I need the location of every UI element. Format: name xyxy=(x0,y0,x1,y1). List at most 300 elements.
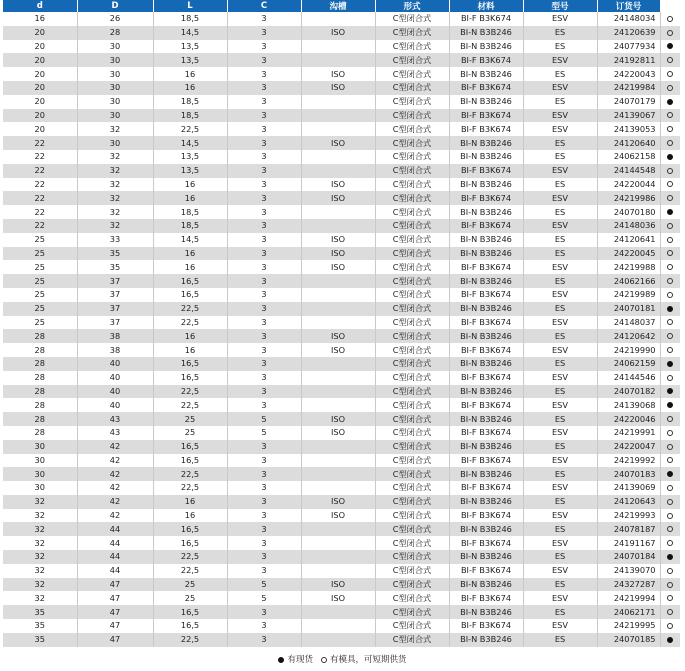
table-row xyxy=(3,288,680,302)
cell-form: C型闭合式 xyxy=(375,205,449,219)
cell-material: BI-N B3B246 xyxy=(449,522,523,536)
short-term-circle-icon xyxy=(667,485,673,491)
cell-model: ESV xyxy=(523,164,597,178)
cell-groove xyxy=(301,619,375,633)
cell-order-no: 24192811 xyxy=(597,53,660,67)
stock-status-cell xyxy=(660,316,680,330)
cell-C: 3 xyxy=(227,81,301,95)
cell-D: 42 xyxy=(77,467,153,481)
cell-d: 32 xyxy=(3,550,77,564)
cell-model: ES xyxy=(523,467,597,481)
cell-model: ESV xyxy=(523,536,597,550)
cell-order-no: 24219991 xyxy=(597,426,660,440)
stock-status-cell xyxy=(660,164,680,178)
cell-C: 3 xyxy=(227,274,301,288)
cell-L: 22,5 xyxy=(153,481,227,495)
table-row xyxy=(3,12,680,26)
cell-d: 32 xyxy=(3,495,77,509)
cell-order-no: 24148034 xyxy=(597,12,660,26)
cell-C: 3 xyxy=(227,467,301,481)
cell-groove xyxy=(301,385,375,399)
table-row xyxy=(3,398,680,412)
cell-C: 3 xyxy=(227,536,301,550)
cell-L: 25 xyxy=(153,591,227,605)
cell-d: 20 xyxy=(3,95,77,109)
cell-d: 35 xyxy=(3,605,77,619)
cell-C: 3 xyxy=(227,109,301,123)
cell-model: ESV xyxy=(523,260,597,274)
stock-status-cell xyxy=(660,95,680,109)
cell-material: BI-N B3B246 xyxy=(449,302,523,316)
cell-L: 22,5 xyxy=(153,385,227,399)
short-term-circle-icon xyxy=(667,540,673,546)
cell-order-no: 24191167 xyxy=(597,536,660,550)
legend-short-term-label: 有模具，可短期供货 xyxy=(330,655,407,665)
cell-L: 18,5 xyxy=(153,95,227,109)
cell-D: 30 xyxy=(77,53,153,67)
cell-model: ESV xyxy=(523,591,597,605)
cell-material: BI-N B3B246 xyxy=(449,136,523,150)
cell-groove xyxy=(301,274,375,288)
cell-order-no: 24070180 xyxy=(597,205,660,219)
table-row xyxy=(3,274,680,288)
cell-form: C型闭合式 xyxy=(375,440,449,454)
cell-L: 16,5 xyxy=(153,274,227,288)
cell-form: C型闭合式 xyxy=(375,550,449,564)
cell-model: ES xyxy=(523,302,597,316)
in-stock-dot-icon xyxy=(667,43,673,49)
cell-C: 3 xyxy=(227,26,301,40)
cell-form: C型闭合式 xyxy=(375,12,449,26)
cell-D: 42 xyxy=(77,440,153,454)
cell-d: 20 xyxy=(3,81,77,95)
short-term-circle-icon xyxy=(667,375,673,381)
cell-L: 16,5 xyxy=(153,454,227,468)
cell-d: 22 xyxy=(3,191,77,205)
stock-status-cell xyxy=(660,219,680,233)
cell-order-no: 24070182 xyxy=(597,385,660,399)
cell-d: 30 xyxy=(3,454,77,468)
cell-model: ESV xyxy=(523,288,597,302)
cell-L: 16,5 xyxy=(153,605,227,619)
cell-order-no: 24148036 xyxy=(597,219,660,233)
cell-model: ES xyxy=(523,233,597,247)
cell-L: 16,5 xyxy=(153,288,227,302)
cell-model: ES xyxy=(523,412,597,426)
cell-C: 3 xyxy=(227,343,301,357)
short-term-circle-icon xyxy=(667,513,673,519)
cell-D: 42 xyxy=(77,481,153,495)
cell-L: 14,5 xyxy=(153,233,227,247)
cell-d: 30 xyxy=(3,481,77,495)
cell-D: 37 xyxy=(77,288,153,302)
in-stock-dot-icon xyxy=(667,306,673,312)
short-term-circle-icon xyxy=(667,595,673,601)
stock-status-cell xyxy=(660,426,680,440)
stock-status-cell xyxy=(660,564,680,578)
header-d: d xyxy=(3,0,77,12)
cell-form: C型闭合式 xyxy=(375,371,449,385)
cell-model: ESV xyxy=(523,371,597,385)
cell-d: 20 xyxy=(3,67,77,81)
cell-L: 22,5 xyxy=(153,550,227,564)
cell-D: 38 xyxy=(77,343,153,357)
cell-C: 3 xyxy=(227,219,301,233)
cell-material: BI-F B3K674 xyxy=(449,288,523,302)
cell-material: BI-N B3B246 xyxy=(449,495,523,509)
short-term-circle-icon xyxy=(667,292,673,298)
cell-L: 16 xyxy=(153,247,227,261)
cell-order-no: 24219992 xyxy=(597,454,660,468)
cell-model: ES xyxy=(523,150,597,164)
stock-status-cell xyxy=(660,619,680,633)
in-stock-dot-icon xyxy=(667,209,673,215)
cell-L: 18,5 xyxy=(153,12,227,26)
stock-status-cell xyxy=(660,343,680,357)
stock-status-cell xyxy=(660,371,680,385)
cell-D: 44 xyxy=(77,536,153,550)
stock-status-cell xyxy=(660,67,680,81)
table-row xyxy=(3,633,680,647)
cell-d: 32 xyxy=(3,522,77,536)
cell-d: 28 xyxy=(3,329,77,343)
cell-groove xyxy=(301,288,375,302)
cell-material: BI-F B3K674 xyxy=(449,591,523,605)
cell-L: 25 xyxy=(153,426,227,440)
cell-form: C型闭合式 xyxy=(375,233,449,247)
cell-order-no: 24219988 xyxy=(597,260,660,274)
cell-D: 37 xyxy=(77,302,153,316)
cell-groove xyxy=(301,53,375,67)
cell-order-no: 24219984 xyxy=(597,81,660,95)
table-row xyxy=(3,302,680,316)
stock-status-cell xyxy=(660,109,680,123)
cell-groove: ISO xyxy=(301,81,375,95)
cell-L: 25 xyxy=(153,578,227,592)
table-row xyxy=(3,191,680,205)
cell-D: 47 xyxy=(77,619,153,633)
stock-status-cell xyxy=(660,357,680,371)
cell-d: 32 xyxy=(3,591,77,605)
cell-form: C型闭合式 xyxy=(375,522,449,536)
cell-d: 22 xyxy=(3,136,77,150)
short-term-circle-icon xyxy=(321,657,327,663)
cell-order-no: 24139067 xyxy=(597,109,660,123)
cell-model: ES xyxy=(523,329,597,343)
cell-L: 16 xyxy=(153,191,227,205)
cell-groove: ISO xyxy=(301,343,375,357)
cell-C: 3 xyxy=(227,136,301,150)
cell-groove: ISO xyxy=(301,509,375,523)
cell-material: BI-N B3B246 xyxy=(449,578,523,592)
cell-groove xyxy=(301,481,375,495)
cell-L: 18,5 xyxy=(153,109,227,123)
stock-status-cell xyxy=(660,578,680,592)
short-term-circle-icon xyxy=(667,319,673,325)
cell-form: C型闭合式 xyxy=(375,219,449,233)
cell-material: BI-N B3B246 xyxy=(449,274,523,288)
cell-D: 37 xyxy=(77,316,153,330)
cell-form: C型闭合式 xyxy=(375,178,449,192)
cell-C: 3 xyxy=(227,440,301,454)
cell-material: BI-F B3K674 xyxy=(449,481,523,495)
cell-L: 16 xyxy=(153,260,227,274)
table-row xyxy=(3,233,680,247)
cell-C: 3 xyxy=(227,53,301,67)
stock-status-cell xyxy=(660,40,680,54)
cell-groove: ISO xyxy=(301,178,375,192)
cell-form: C型闭合式 xyxy=(375,247,449,261)
cell-model: ES xyxy=(523,40,597,54)
cell-d: 20 xyxy=(3,53,77,67)
cell-order-no: 24070184 xyxy=(597,550,660,564)
cell-form: C型闭合式 xyxy=(375,53,449,67)
cell-d: 22 xyxy=(3,164,77,178)
cell-material: BI-N B3B246 xyxy=(449,40,523,54)
cell-groove: ISO xyxy=(301,136,375,150)
cell-order-no: 24219990 xyxy=(597,343,660,357)
cell-form: C型闭合式 xyxy=(375,150,449,164)
cell-d: 20 xyxy=(3,26,77,40)
cell-material: BI-F B3K674 xyxy=(449,53,523,67)
cell-material: BI-F B3K674 xyxy=(449,619,523,633)
cell-C: 3 xyxy=(227,605,301,619)
cell-order-no: 24070181 xyxy=(597,302,660,316)
cell-groove xyxy=(301,12,375,26)
table-row xyxy=(3,371,680,385)
cell-C: 3 xyxy=(227,495,301,509)
in-stock-dot-icon xyxy=(667,388,673,394)
cell-order-no: 24144546 xyxy=(597,371,660,385)
cell-material: BI-F B3K674 xyxy=(449,509,523,523)
table-row xyxy=(3,426,680,440)
table-row xyxy=(3,467,680,481)
cell-model: ES xyxy=(523,247,597,261)
cell-d: 22 xyxy=(3,205,77,219)
cell-material: BI-F B3K674 xyxy=(449,371,523,385)
cell-order-no: 24220046 xyxy=(597,412,660,426)
table-row xyxy=(3,122,680,136)
short-term-circle-icon xyxy=(667,126,673,132)
cell-material: BI-F B3K674 xyxy=(449,343,523,357)
cell-C: 3 xyxy=(227,550,301,564)
cell-material: BI-N B3B246 xyxy=(449,247,523,261)
cell-material: BI-F B3K674 xyxy=(449,109,523,123)
table-row xyxy=(3,591,680,605)
cell-D: 38 xyxy=(77,329,153,343)
cell-material: BI-F B3K674 xyxy=(449,316,523,330)
header-L: L xyxy=(153,0,227,12)
cell-groove: ISO xyxy=(301,233,375,247)
cell-D: 32 xyxy=(77,122,153,136)
table-row xyxy=(3,481,680,495)
stock-status-cell xyxy=(660,522,680,536)
table-row xyxy=(3,385,680,399)
stock-status-cell xyxy=(660,288,680,302)
short-term-circle-icon xyxy=(667,168,673,174)
cell-L: 16,5 xyxy=(153,536,227,550)
short-term-circle-icon xyxy=(667,278,673,284)
cell-C: 3 xyxy=(227,564,301,578)
stock-status-cell xyxy=(660,385,680,399)
cell-form: C型闭合式 xyxy=(375,578,449,592)
cell-L: 16,5 xyxy=(153,357,227,371)
cell-model: ESV xyxy=(523,343,597,357)
cell-model: ES xyxy=(523,440,597,454)
cell-C: 3 xyxy=(227,522,301,536)
cell-d: 35 xyxy=(3,633,77,647)
cell-d: 25 xyxy=(3,302,77,316)
cell-form: C型闭合式 xyxy=(375,81,449,95)
cell-d: 32 xyxy=(3,578,77,592)
cell-L: 22,5 xyxy=(153,302,227,316)
cell-D: 42 xyxy=(77,495,153,509)
cell-order-no: 24120643 xyxy=(597,495,660,509)
cell-L: 18,5 xyxy=(153,205,227,219)
cell-model: ES xyxy=(523,495,597,509)
cell-model: ES xyxy=(523,522,597,536)
cell-model: ESV xyxy=(523,109,597,123)
cell-L: 16 xyxy=(153,178,227,192)
cell-groove xyxy=(301,522,375,536)
header-D: D xyxy=(77,0,153,12)
cell-C: 3 xyxy=(227,509,301,523)
cell-D: 35 xyxy=(77,247,153,261)
cell-L: 22,5 xyxy=(153,467,227,481)
cell-D: 47 xyxy=(77,633,153,647)
cell-order-no: 24139068 xyxy=(597,398,660,412)
table-row xyxy=(3,67,680,81)
table-row xyxy=(3,578,680,592)
cell-order-no: 24219993 xyxy=(597,509,660,523)
cell-form: C型闭合式 xyxy=(375,398,449,412)
short-term-circle-icon xyxy=(667,499,673,505)
cell-d: 25 xyxy=(3,316,77,330)
cell-D: 35 xyxy=(77,260,153,274)
short-term-circle-icon xyxy=(667,568,673,574)
stock-status-cell xyxy=(660,302,680,316)
cell-material: BI-F B3K674 xyxy=(449,454,523,468)
seal-spec-table xyxy=(3,0,680,647)
stock-status-cell xyxy=(660,412,680,426)
cell-L: 16,5 xyxy=(153,440,227,454)
cell-material: BI-F B3K674 xyxy=(449,398,523,412)
cell-C: 3 xyxy=(227,164,301,178)
cell-model: ES xyxy=(523,136,597,150)
cell-L: 14,5 xyxy=(153,26,227,40)
cell-C: 3 xyxy=(227,357,301,371)
cell-C: 3 xyxy=(227,481,301,495)
cell-L: 13,5 xyxy=(153,164,227,178)
table-row xyxy=(3,605,680,619)
cell-form: C型闭合式 xyxy=(375,343,449,357)
short-term-circle-icon xyxy=(667,264,673,270)
cell-order-no: 24077934 xyxy=(597,40,660,54)
cell-d: 28 xyxy=(3,385,77,399)
cell-L: 13,5 xyxy=(153,53,227,67)
cell-d: 28 xyxy=(3,343,77,357)
cell-material: BI-F B3K674 xyxy=(449,122,523,136)
cell-C: 3 xyxy=(227,302,301,316)
cell-material: BI-N B3B246 xyxy=(449,233,523,247)
stock-status-cell xyxy=(660,26,680,40)
cell-groove xyxy=(301,219,375,233)
cell-model: ESV xyxy=(523,316,597,330)
cell-form: C型闭合式 xyxy=(375,40,449,54)
in-stock-dot-icon xyxy=(667,402,673,408)
stock-status-cell xyxy=(660,495,680,509)
cell-d: 25 xyxy=(3,260,77,274)
stock-status-cell xyxy=(660,605,680,619)
table-row xyxy=(3,247,680,261)
cell-material: BI-N B3B246 xyxy=(449,385,523,399)
cell-D: 43 xyxy=(77,412,153,426)
cell-form: C型闭合式 xyxy=(375,67,449,81)
short-term-circle-icon xyxy=(667,250,673,256)
short-term-circle-icon xyxy=(667,140,673,146)
table-row xyxy=(3,550,680,564)
short-term-circle-icon xyxy=(667,71,673,77)
stock-status-cell xyxy=(660,12,680,26)
cell-d: 22 xyxy=(3,150,77,164)
cell-form: C型闭合式 xyxy=(375,164,449,178)
cell-model: ESV xyxy=(523,426,597,440)
cell-d: 22 xyxy=(3,219,77,233)
cell-groove xyxy=(301,357,375,371)
stock-status-cell xyxy=(660,233,680,247)
cell-model: ESV xyxy=(523,122,597,136)
table-row xyxy=(3,95,680,109)
cell-form: C型闭合式 xyxy=(375,191,449,205)
cell-groove: ISO xyxy=(301,591,375,605)
cell-C: 3 xyxy=(227,67,301,81)
cell-form: C型闭合式 xyxy=(375,109,449,123)
table-row xyxy=(3,440,680,454)
cell-material: BI-N B3B246 xyxy=(449,633,523,647)
table-row xyxy=(3,619,680,633)
cell-model: ES xyxy=(523,550,597,564)
stock-status-cell xyxy=(660,122,680,136)
cell-order-no: 24062166 xyxy=(597,274,660,288)
cell-D: 43 xyxy=(77,426,153,440)
stock-status-cell xyxy=(660,591,680,605)
cell-model: ES xyxy=(523,274,597,288)
cell-form: C型闭合式 xyxy=(375,467,449,481)
cell-groove xyxy=(301,122,375,136)
short-term-circle-icon xyxy=(667,181,673,187)
cell-L: 25 xyxy=(153,412,227,426)
cell-groove xyxy=(301,302,375,316)
cell-C: 3 xyxy=(227,329,301,343)
table-row xyxy=(3,26,680,40)
cell-material: BI-F B3K674 xyxy=(449,536,523,550)
cell-material: BI-N B3B246 xyxy=(449,205,523,219)
cell-D: 30 xyxy=(77,67,153,81)
cell-L: 14,5 xyxy=(153,136,227,150)
cell-D: 40 xyxy=(77,371,153,385)
stock-status-cell xyxy=(660,440,680,454)
stock-status-cell xyxy=(660,467,680,481)
cell-material: BI-F B3K674 xyxy=(449,191,523,205)
cell-order-no: 24220044 xyxy=(597,178,660,192)
cell-material: BI-N B3B246 xyxy=(449,357,523,371)
cell-material: BI-N B3B246 xyxy=(449,550,523,564)
cell-order-no: 24219994 xyxy=(597,591,660,605)
cell-order-no: 24139070 xyxy=(597,564,660,578)
cell-form: C型闭合式 xyxy=(375,509,449,523)
header-order-no: 订货号 xyxy=(597,0,660,12)
cell-form: C型闭合式 xyxy=(375,302,449,316)
